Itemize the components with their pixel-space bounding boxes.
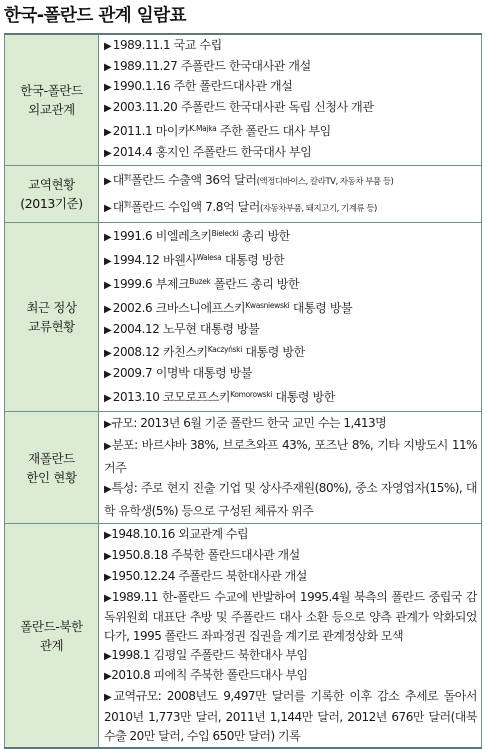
label-diplomatic-line1: 한국-폴란드 bbox=[20, 83, 83, 99]
list-item: ▶특성: 주로 현지 진출 기업 및 상사주재원(80%), 중소 자영업자(15%), 대학 유학생(5%) 등으로 구성된 체류자 위주 bbox=[104, 481, 477, 518]
label-diplomatic bbox=[5, 34, 99, 166]
list-item: ▶2011.1 마이카$^{K.Majka}$ 주한 폴란드 대사 부임 bbox=[104, 123, 331, 138]
triangle-bullet-icon: ▶ bbox=[104, 484, 112, 496]
triangle-bullet-icon: ▶ bbox=[104, 232, 112, 244]
list-item: ▶2008.12 카친스키$^{Kaczyński}$ 대통령 방한 bbox=[104, 345, 305, 360]
triangle-bullet-icon: ▶ bbox=[104, 571, 112, 583]
triangle-bullet-icon: ▶ bbox=[104, 441, 112, 453]
triangle-bullet-icon: ▶ bbox=[104, 82, 112, 94]
relations-table bbox=[4, 33, 482, 749]
list-item: ▶1994.12 바웬사$^{Walesa}$ 대통령 방한 bbox=[104, 253, 285, 268]
content-north bbox=[99, 524, 482, 748]
triangle-bullet-icon: ▶ bbox=[104, 103, 112, 115]
list-item: ▶2009.7 이명박 대통령 방불 bbox=[104, 366, 253, 381]
triangle-bullet-icon: ▶ bbox=[104, 202, 112, 214]
list-item: ▶2010.8 피에칙 주북한 폴란드대사 부임 bbox=[104, 668, 308, 683]
label-exchange bbox=[5, 223, 99, 412]
triangle-bullet-icon: ▶ bbox=[104, 692, 114, 704]
label-residents-line2: 한인 현황 bbox=[26, 469, 77, 485]
content-trade bbox=[99, 166, 482, 223]
triangle-bullet-icon: ▶ bbox=[104, 348, 112, 360]
list-item: ▶분포: 바르샤바 38%, 브로츠와프 43%, 포즈난 8%, 기타 지방도시 11% 거주 bbox=[104, 438, 477, 475]
triangle-bullet-icon: ▶ bbox=[104, 256, 112, 268]
label-trade-line2: (2013기준) bbox=[20, 196, 83, 212]
content-exchange bbox=[99, 223, 482, 412]
triangle-bullet-icon: ▶ bbox=[104, 61, 112, 73]
list-item: ▶대$^對$폴란드 수출액 36억 달러(액정디바이스, 칼라TV, 자동차 부품 등) bbox=[104, 173, 394, 188]
content-diplomatic bbox=[99, 34, 482, 166]
triangle-bullet-icon: ▶ bbox=[104, 41, 112, 52]
triangle-bullet-icon: ▶ bbox=[104, 671, 112, 683]
label-trade-line1: 교역현황 bbox=[28, 177, 75, 193]
row-trade bbox=[5, 166, 482, 223]
triangle-bullet-icon: ▶ bbox=[104, 147, 112, 159]
list-item: ▶2004.12 노무현 대통령 방불 bbox=[104, 321, 260, 336]
list-item: ▶2002.6 크바스니에프스키$^{Kwasniewski}$ 대통령 방불 bbox=[104, 300, 353, 315]
label-diplomatic-line2: 외교관계 bbox=[28, 102, 75, 118]
triangle-bullet-icon: ▶ bbox=[104, 303, 112, 315]
list-item: ▶1950.8.18 주북한 폴란드대사관 개설 bbox=[104, 548, 300, 563]
label-exchange-line1: 최근 정상 bbox=[26, 300, 77, 316]
list-item: ▶2013.10 코모로프스키$^{Komorowski}$ 대통령 방한 bbox=[104, 390, 335, 405]
label-residents bbox=[5, 411, 99, 524]
label-north-line1: 폴란드-북한 bbox=[20, 618, 83, 634]
list-item: ▶1989.11.1 국교 수립 bbox=[104, 38, 222, 52]
list-item: ▶1991.6 비엘레츠키$^{Bielecki}$ 총리 방한 bbox=[104, 229, 290, 244]
list-item: ▶1999.6 부제크$^{Buzek}$ 폴란드 총리 방한 bbox=[104, 276, 300, 291]
label-residents-line1: 재폴란드 bbox=[28, 450, 75, 466]
triangle-bullet-icon: ▶ bbox=[104, 393, 112, 405]
content-residents bbox=[99, 411, 482, 524]
list-item: ▶1998.1 김평일 주폴란드 북한대사 부임 bbox=[104, 647, 308, 662]
list-item: ▶1948.10.16 외교관계 수립 bbox=[104, 527, 249, 542]
triangle-bullet-icon: ▶ bbox=[104, 126, 112, 138]
triangle-bullet-icon: ▶ bbox=[104, 176, 112, 188]
row-north bbox=[5, 524, 482, 748]
list-item: ▶1990.1.16 주한 폴란드대사관 개설 bbox=[104, 79, 293, 94]
triangle-bullet-icon: ▶ bbox=[104, 650, 112, 662]
row-exchange bbox=[5, 223, 482, 412]
list-item: ▶2003.11.20 주폴란드 한국대사관 독립 신청사 개관 bbox=[104, 100, 374, 115]
list-item: ▶2014.4 홍지인 주폴란드 한국대사 부임 bbox=[104, 144, 312, 159]
row-diplomatic bbox=[5, 34, 482, 166]
list-item: ▶대$^對$폴란드 수입액 7.8억 달러(자동차부품, 돼지고기, 기계류 등) bbox=[104, 199, 377, 214]
row-residents bbox=[5, 411, 482, 524]
triangle-bullet-icon: ▶ bbox=[104, 418, 112, 430]
label-trade bbox=[5, 166, 99, 223]
list-item: ▶1950.12.24 주폴란드 북한대사관 개설 bbox=[104, 568, 307, 583]
triangle-bullet-icon: ▶ bbox=[104, 324, 112, 336]
triangle-bullet-icon: ▶ bbox=[104, 369, 112, 381]
label-north-line2: 관계 bbox=[39, 637, 64, 653]
triangle-bullet-icon: ▶ bbox=[104, 592, 112, 604]
triangle-bullet-icon: ▶ bbox=[104, 551, 112, 563]
list-item: ▶규모: 2013년 6월 기준 폴란드 한국 교민 수는 1,413명 bbox=[104, 415, 387, 430]
label-north bbox=[5, 524, 99, 748]
triangle-bullet-icon: ▶ bbox=[104, 279, 112, 291]
list-item: ▶교역규모: 2008년도 9,497만 달러를 기록한 이후 감소 추세로 돌아서 2010년 1,773만 달러, 2011년 1,144만 달러, 2012년 676만 달러(대북 수출 20만 달러, 수입 650만 달러) 기록 bbox=[104, 689, 477, 743]
list-item: ▶1989.11.27 주폴란드 한국대사관 개설 bbox=[104, 58, 311, 73]
page-title: 한국-폴란드 관계 일람표 bbox=[4, 6, 186, 26]
triangle-bullet-icon: ▶ bbox=[104, 530, 112, 542]
list-item: ▶1989.11 한-폴란드 수교에 반발하여 1995.4월 북측의 폴란드 중립국 감독위원회 대표단 추방 및 주폴란드 대사 소환 등으로 양측 관계가 악화되었다가, 1995 폴란드 좌파정권 집권을 계기로 관계정상화 모색 bbox=[104, 589, 478, 643]
label-exchange-line2: 교류현황 bbox=[28, 319, 75, 335]
